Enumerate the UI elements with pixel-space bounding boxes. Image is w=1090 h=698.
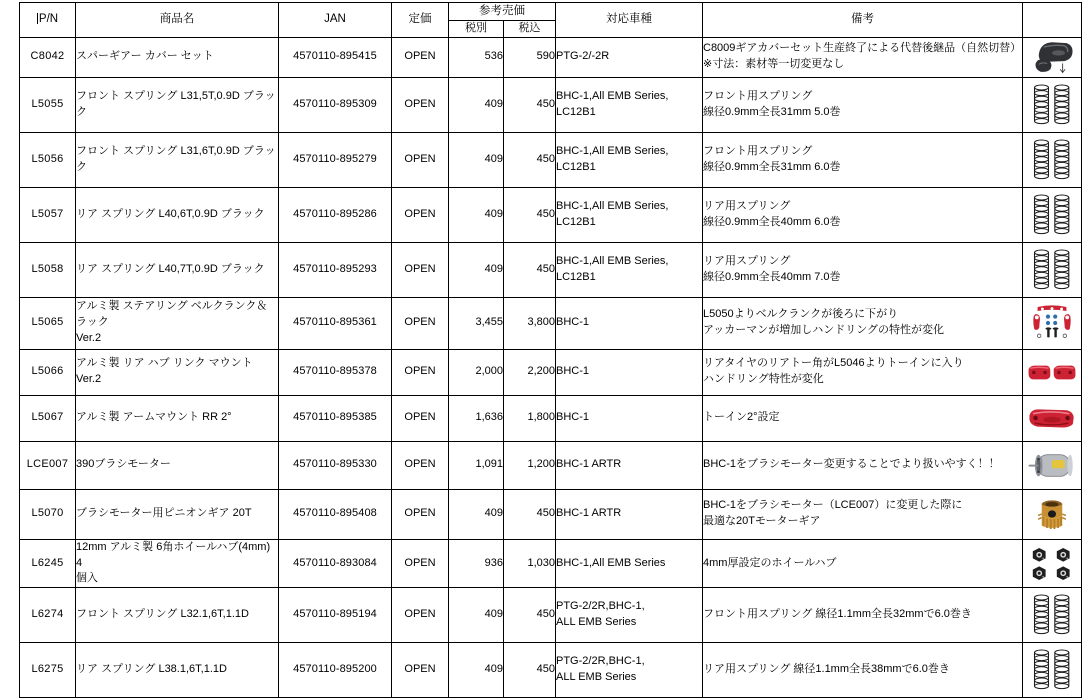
cell-remarks [703, 187, 1023, 242]
cell-product-name [76, 539, 279, 588]
cell-price-excl-line1: 536 [484, 50, 503, 63]
cell-pn-line1: L6274 [31, 608, 64, 621]
cell-car-model-line1: BHC-1,All EMB Series [556, 556, 666, 569]
column-header-image [1023, 3, 1082, 38]
cell-car-model-line1: PTG-2/2R,BHC-1, [556, 600, 645, 613]
cell-price-excl-line1: 409 [484, 207, 503, 220]
column-header-remarks: 備考 [703, 3, 1023, 38]
cell-list-price-line1: OPEN [404, 97, 436, 110]
cell-car-model [556, 37, 703, 77]
cell-car-model-line2: LC12B1 [556, 215, 596, 228]
cell-list-price-line1: OPEN [404, 207, 436, 220]
cell-price-incl-line1: 450 [536, 262, 555, 275]
cell-price-incl-line1: 450 [536, 97, 555, 110]
cell-pn-line1: L6245 [31, 556, 64, 569]
cell-product-name [76, 643, 279, 698]
cell-price-incl [504, 588, 556, 643]
cell-product-name-line2: 個入 [76, 572, 98, 585]
cell-product-name [76, 489, 279, 539]
cell-pn [20, 441, 76, 489]
column-header-jan: JAN [279, 3, 392, 38]
cell-jan-line1: 4570110-895293 [293, 262, 377, 275]
cell-remarks-line1: BHC-1をブラシモーター変更することでより扱いやすく！！ [703, 458, 1000, 471]
cell-price-incl [504, 37, 556, 77]
cell-product-name-line1: フロント スプリング L31,6T,0.9D ブラック [76, 144, 276, 173]
cell-product-image [1023, 297, 1082, 349]
cell-list-price-line1: OPEN [404, 458, 436, 471]
cell-car-model-line1: PTG-2/-2R [556, 50, 610, 63]
cell-remarks-line1: リア用スプリング [703, 254, 791, 267]
cell-jan-line1: 4570110-893084 [293, 556, 377, 569]
header-row-main [20, 3, 1082, 21]
table-row [20, 37, 1082, 77]
column-header-pn-label: P/N [38, 13, 59, 26]
cell-list-price [392, 643, 449, 698]
cell-product-name-line1: フロント スプリング L31,5T,0.9D ブラック [76, 89, 276, 118]
cell-list-price [392, 588, 449, 643]
cell-pn-line1: L5056 [31, 152, 64, 165]
cell-price-excl-line1: 409 [484, 152, 503, 165]
cell-product-name-line1: ブラシモーター用ピニオンギア 20T [76, 507, 252, 520]
column-header-price-excl-tax: 税別 [449, 20, 504, 37]
cell-car-model [556, 489, 703, 539]
cell-list-price [392, 395, 449, 441]
pinion-gear-icon [1030, 494, 1074, 534]
table-body [20, 37, 1082, 698]
cell-pn [20, 187, 76, 242]
cell-list-price-line1: OPEN [404, 50, 436, 63]
cell-price-excl-line1: 409 [484, 97, 503, 110]
cell-pn [20, 242, 76, 297]
cell-price-incl-line1: 2,200 [527, 365, 555, 378]
cell-remarks [703, 242, 1023, 297]
spring-pair-icon [1031, 588, 1073, 642]
cell-car-model [556, 441, 703, 489]
table-row [20, 643, 1082, 698]
cell-list-price-line1: OPEN [404, 316, 436, 329]
cell-remarks [703, 539, 1023, 588]
wheel-hex-hub-icon [1028, 544, 1076, 584]
cell-product-name [76, 242, 279, 297]
cell-product-name-line1: リア スプリング L40,6T,0.9D ブラック [76, 207, 265, 220]
cell-car-model [556, 349, 703, 395]
cell-car-model-line2: ALL EMB Series [556, 671, 637, 684]
cell-price-incl-line1: 450 [536, 663, 555, 676]
cell-pn [20, 37, 76, 77]
cell-pn [20, 643, 76, 698]
cell-pn [20, 395, 76, 441]
cell-product-name-line1: 390ブラシモーター [76, 458, 171, 471]
cell-pn [20, 489, 76, 539]
cell-jan [279, 37, 392, 77]
cell-product-name [76, 441, 279, 489]
cell-price-incl-line1: 1,030 [527, 556, 555, 569]
cell-product-image [1023, 77, 1082, 132]
cell-jan-line1: 4570110-895415 [293, 50, 377, 63]
cell-price-excl [449, 395, 504, 441]
cell-car-model-line2: LC12B1 [556, 160, 596, 173]
table-row [20, 441, 1082, 489]
column-header-car-model: 対応車種 [556, 3, 703, 38]
cell-car-model [556, 643, 703, 698]
cell-product-name-line2: Ver.2 [76, 332, 102, 345]
cell-remarks [703, 37, 1023, 77]
cell-product-image [1023, 441, 1082, 489]
cell-remarks [703, 395, 1023, 441]
cell-price-excl [449, 132, 504, 187]
text-caret-icon [37, 13, 38, 24]
spring-pair-icon [1031, 643, 1073, 697]
cell-list-price [392, 37, 449, 77]
cell-price-excl [449, 77, 504, 132]
cell-car-model-line1: PTG-2/2R,BHC-1, [556, 655, 645, 668]
column-header-list-price: 定価 [392, 3, 449, 38]
cell-price-incl [504, 489, 556, 539]
cell-product-name-line1: フロント スプリング L32.1,6T,1.1D [76, 608, 249, 621]
cell-list-price-line1: OPEN [404, 411, 436, 424]
cell-price-excl-line1: 2,000 [475, 365, 503, 378]
cell-remarks [703, 489, 1023, 539]
cell-jan [279, 489, 392, 539]
cell-remarks-line1: トーイン2°設定 [703, 411, 780, 424]
cell-product-image [1023, 489, 1082, 539]
cell-price-excl-line1: 1,091 [475, 458, 503, 471]
gear-cover-icon [1027, 39, 1077, 75]
cell-car-model-line1: BHC-1 [556, 411, 590, 424]
cell-jan-line1: 4570110-895309 [293, 97, 377, 110]
table-row [20, 242, 1082, 297]
cell-price-excl [449, 643, 504, 698]
cell-list-price [392, 77, 449, 132]
cell-list-price-line1: OPEN [404, 262, 436, 275]
cell-remarks [703, 588, 1023, 643]
cell-jan [279, 297, 392, 349]
cell-list-price-line1: OPEN [404, 663, 436, 676]
cell-pn-line1: L5058 [31, 262, 64, 275]
table-row [20, 395, 1082, 441]
cell-pn-line1: LCE007 [26, 458, 69, 471]
cell-pn-line1: C8042 [30, 50, 65, 63]
cell-car-model [556, 588, 703, 643]
cell-product-image [1023, 132, 1082, 187]
cell-price-incl [504, 643, 556, 698]
cell-remarks-line2: 線径0.9mm全長40mm 7.0巻 [703, 270, 841, 283]
cell-jan-line1: 4570110-895385 [293, 411, 377, 424]
cell-jan [279, 539, 392, 588]
cell-pn-line1: L5066 [31, 365, 64, 378]
cell-remarks-line2: 線径0.9mm全長31mm 6.0巻 [703, 160, 841, 173]
cell-car-model [556, 242, 703, 297]
cell-car-model [556, 297, 703, 349]
cell-list-price [392, 539, 449, 588]
cell-price-incl [504, 539, 556, 588]
cell-remarks-line1: BHC-1をブラシモーター（LCE007）に変更した際に [703, 499, 963, 512]
cell-pn [20, 588, 76, 643]
cell-remarks-line2: アッカーマンが増加しハンドリングの特性が変化 [703, 324, 945, 337]
cell-list-price [392, 187, 449, 242]
cell-car-model-line1: BHC-1 [556, 316, 590, 329]
cell-remarks-line1: フロント用スプリング [703, 89, 813, 102]
cell-price-incl-line1: 1,200 [527, 458, 555, 471]
cell-product-name [76, 588, 279, 643]
product-catalog-table [19, 2, 1082, 698]
cell-car-model-line1: BHC-1,All EMB Series, [556, 199, 669, 212]
cell-price-incl-line1: 450 [536, 152, 555, 165]
cell-price-incl-line1: 590 [536, 50, 555, 63]
cell-remarks-line2: 最適な20Tモーターギア [703, 515, 821, 528]
cell-product-name-line1: スパーギアー カバー セット [76, 50, 214, 63]
cell-list-price-line1: OPEN [404, 608, 436, 621]
table-row [20, 489, 1082, 539]
cell-price-incl [504, 349, 556, 395]
cell-pn [20, 297, 76, 349]
cell-remarks-line2: 線径0.9mm全長31mm 5.0巻 [703, 105, 841, 118]
cell-pn-line1: L5057 [31, 207, 64, 220]
table-row [20, 349, 1082, 395]
cell-product-name-line1: リア スプリング L40,7T,0.9D ブラック [76, 262, 265, 275]
cell-car-model [556, 395, 703, 441]
cell-car-model-line1: BHC-1 ARTR [556, 458, 622, 471]
cell-jan [279, 643, 392, 698]
cell-price-excl [449, 539, 504, 588]
cell-remarks-line1: L5050よりベルクランクが後ろに下がり [703, 308, 899, 321]
cell-price-excl [449, 489, 504, 539]
cell-pn-line1: L5065 [31, 316, 64, 329]
table-row [20, 77, 1082, 132]
cell-pn [20, 349, 76, 395]
cell-remarks-line1: フロント用スプリング 線径1.1mm全長32mmで6.0巻き [703, 608, 972, 621]
cell-price-incl [504, 187, 556, 242]
cell-jan [279, 132, 392, 187]
cell-product-name [76, 297, 279, 349]
cell-price-excl-line1: 1,636 [475, 411, 503, 424]
cell-price-incl [504, 297, 556, 349]
cell-jan [279, 441, 392, 489]
cell-remarks-line1: リア用スプリング [703, 199, 791, 212]
cell-remarks-line2: ※寸法：素材等一切変更なし [703, 58, 845, 71]
cell-product-name [76, 132, 279, 187]
cell-pn [20, 77, 76, 132]
cell-product-image [1023, 643, 1082, 698]
cell-list-price-line1: OPEN [404, 365, 436, 378]
cell-jan [279, 77, 392, 132]
table-header [20, 3, 1082, 38]
table-row [20, 297, 1082, 349]
cell-price-excl [449, 297, 504, 349]
cell-car-model-line1: BHC-1,All EMB Series, [556, 254, 669, 267]
cell-list-price [392, 489, 449, 539]
cell-car-model [556, 539, 703, 588]
cell-product-name-line1: リア スプリング L38.1,6T,1.1D [76, 663, 227, 676]
cell-price-incl [504, 242, 556, 297]
cell-car-model [556, 132, 703, 187]
cell-pn-line1: L5067 [31, 411, 64, 424]
cell-remarks-line1: C8009ギアカバーセット生産終了による代替後継品（自然切替） [703, 42, 1022, 55]
cell-list-price-line1: OPEN [404, 152, 436, 165]
cell-product-name-line1: アルミ製 ステアリング ベルクランク＆ラック [76, 300, 268, 329]
cell-price-excl [449, 187, 504, 242]
cell-car-model-line1: BHC-1 ARTR [556, 507, 622, 520]
cell-list-price [392, 297, 449, 349]
spring-pair-icon [1031, 133, 1073, 187]
cell-price-excl-line1: 409 [484, 608, 503, 621]
cell-remarks [703, 132, 1023, 187]
cell-jan-line1: 4570110-895378 [293, 365, 377, 378]
cell-product-name-line1: アルミ製 アームマウント RR 2° [76, 411, 232, 424]
spring-pair-icon [1031, 78, 1073, 132]
cell-product-image [1023, 349, 1082, 395]
cell-product-name [76, 77, 279, 132]
cell-product-name-line1: 12mm アルミ製 6角ホイールハブ(4mm) 4 [76, 540, 271, 569]
cell-jan [279, 187, 392, 242]
cell-car-model [556, 77, 703, 132]
cell-price-incl-line1: 3,800 [527, 316, 555, 329]
cell-price-excl [449, 349, 504, 395]
cell-car-model-line2: ALL EMB Series [556, 616, 637, 629]
column-header-price-incl-tax: 税込 [504, 20, 556, 37]
cell-jan [279, 588, 392, 643]
cell-pn [20, 132, 76, 187]
cell-list-price [392, 441, 449, 489]
cell-product-image [1023, 187, 1082, 242]
cell-jan-line1: 4570110-895194 [293, 608, 377, 621]
cell-price-incl [504, 132, 556, 187]
cell-remarks-line1: リアタイヤのリアトー角がL5046よりトーインに入り [703, 357, 964, 370]
cell-remarks [703, 297, 1023, 349]
spring-pair-icon [1031, 243, 1073, 297]
cell-list-price-line1: OPEN [404, 556, 436, 569]
column-header-reference-price: 参考売価 [449, 3, 556, 21]
cell-price-excl-line1: 936 [484, 556, 503, 569]
cell-remarks-line1: リア用スプリング 線径1.1mm全長38mmで6.0巻き [703, 663, 950, 676]
cell-price-excl [449, 588, 504, 643]
bellcrank-set-icon [1028, 303, 1076, 343]
cell-pn [20, 539, 76, 588]
hub-mount-icon [1026, 361, 1078, 384]
cell-pn-line1: L5055 [31, 97, 64, 110]
cell-car-model [556, 187, 703, 242]
cell-car-model-line2: LC12B1 [556, 105, 596, 118]
cell-jan [279, 395, 392, 441]
cell-product-name [76, 187, 279, 242]
arm-mount-icon [1026, 405, 1078, 431]
cell-jan-line1: 4570110-895408 [293, 507, 377, 520]
cell-list-price [392, 242, 449, 297]
cell-product-name [76, 395, 279, 441]
cell-price-incl [504, 77, 556, 132]
cell-jan [279, 349, 392, 395]
cell-jan-line1: 4570110-895286 [293, 207, 377, 220]
cell-pn-line1: L6275 [31, 663, 64, 676]
cell-list-price-line1: OPEN [404, 507, 436, 520]
cell-product-image [1023, 395, 1082, 441]
cell-car-model-line1: BHC-1,All EMB Series, [556, 89, 669, 102]
cell-remarks [703, 643, 1023, 698]
cell-price-incl-line1: 450 [536, 608, 555, 621]
cell-jan-line1: 4570110-895361 [293, 316, 377, 329]
cell-product-name-line1: アルミ製 リア ハブ リンク マウント Ver.2 [76, 357, 253, 386]
cell-price-excl-line1: 409 [484, 262, 503, 275]
cell-car-model-line1: BHC-1 [556, 365, 590, 378]
cell-price-incl-line1: 450 [536, 207, 555, 220]
cell-price-excl [449, 37, 504, 77]
cell-remarks [703, 349, 1023, 395]
cell-jan-line1: 4570110-895279 [293, 152, 377, 165]
cell-price-excl [449, 242, 504, 297]
cell-price-incl [504, 441, 556, 489]
cell-remarks [703, 441, 1023, 489]
cell-price-excl [449, 441, 504, 489]
cell-price-incl-line1: 1,800 [527, 411, 555, 424]
cell-remarks-line1: 4mm厚設定のホイールハブ [703, 556, 837, 569]
cell-list-price [392, 349, 449, 395]
table-row [20, 132, 1082, 187]
cell-list-price [392, 132, 449, 187]
column-header-product-name: 商品名 [76, 3, 279, 38]
cell-price-incl [504, 395, 556, 441]
cell-car-model-line2: LC12B1 [556, 270, 596, 283]
brushed-motor-icon [1025, 450, 1079, 481]
cell-remarks-line2: ハンドリング特性が変化 [703, 373, 824, 386]
cell-price-excl-line1: 409 [484, 663, 503, 676]
cell-pn-line1: L5070 [31, 507, 64, 520]
cell-car-model-line1: BHC-1,All EMB Series, [556, 144, 669, 157]
cell-remarks-line1: フロント用スプリング [703, 144, 813, 157]
cell-product-image [1023, 37, 1082, 77]
cell-price-excl-line1: 409 [484, 507, 503, 520]
cell-product-image [1023, 242, 1082, 297]
cell-product-image [1023, 539, 1082, 588]
column-header-pn [20, 3, 76, 38]
cell-remarks-line2: 線径0.9mm全長40mm 6.0巻 [703, 215, 841, 228]
table-row [20, 588, 1082, 643]
table-row [20, 539, 1082, 588]
cell-jan-line1: 4570110-895330 [293, 458, 377, 471]
cell-jan-line1: 4570110-895200 [293, 663, 377, 676]
cell-product-name [76, 37, 279, 77]
spring-pair-icon [1031, 188, 1073, 242]
cell-price-excl-line1: 3,455 [475, 316, 503, 329]
cell-remarks [703, 77, 1023, 132]
cell-product-image [1023, 588, 1082, 643]
cell-jan [279, 242, 392, 297]
cell-product-name [76, 349, 279, 395]
cell-price-incl-line1: 450 [536, 507, 555, 520]
table-row [20, 187, 1082, 242]
